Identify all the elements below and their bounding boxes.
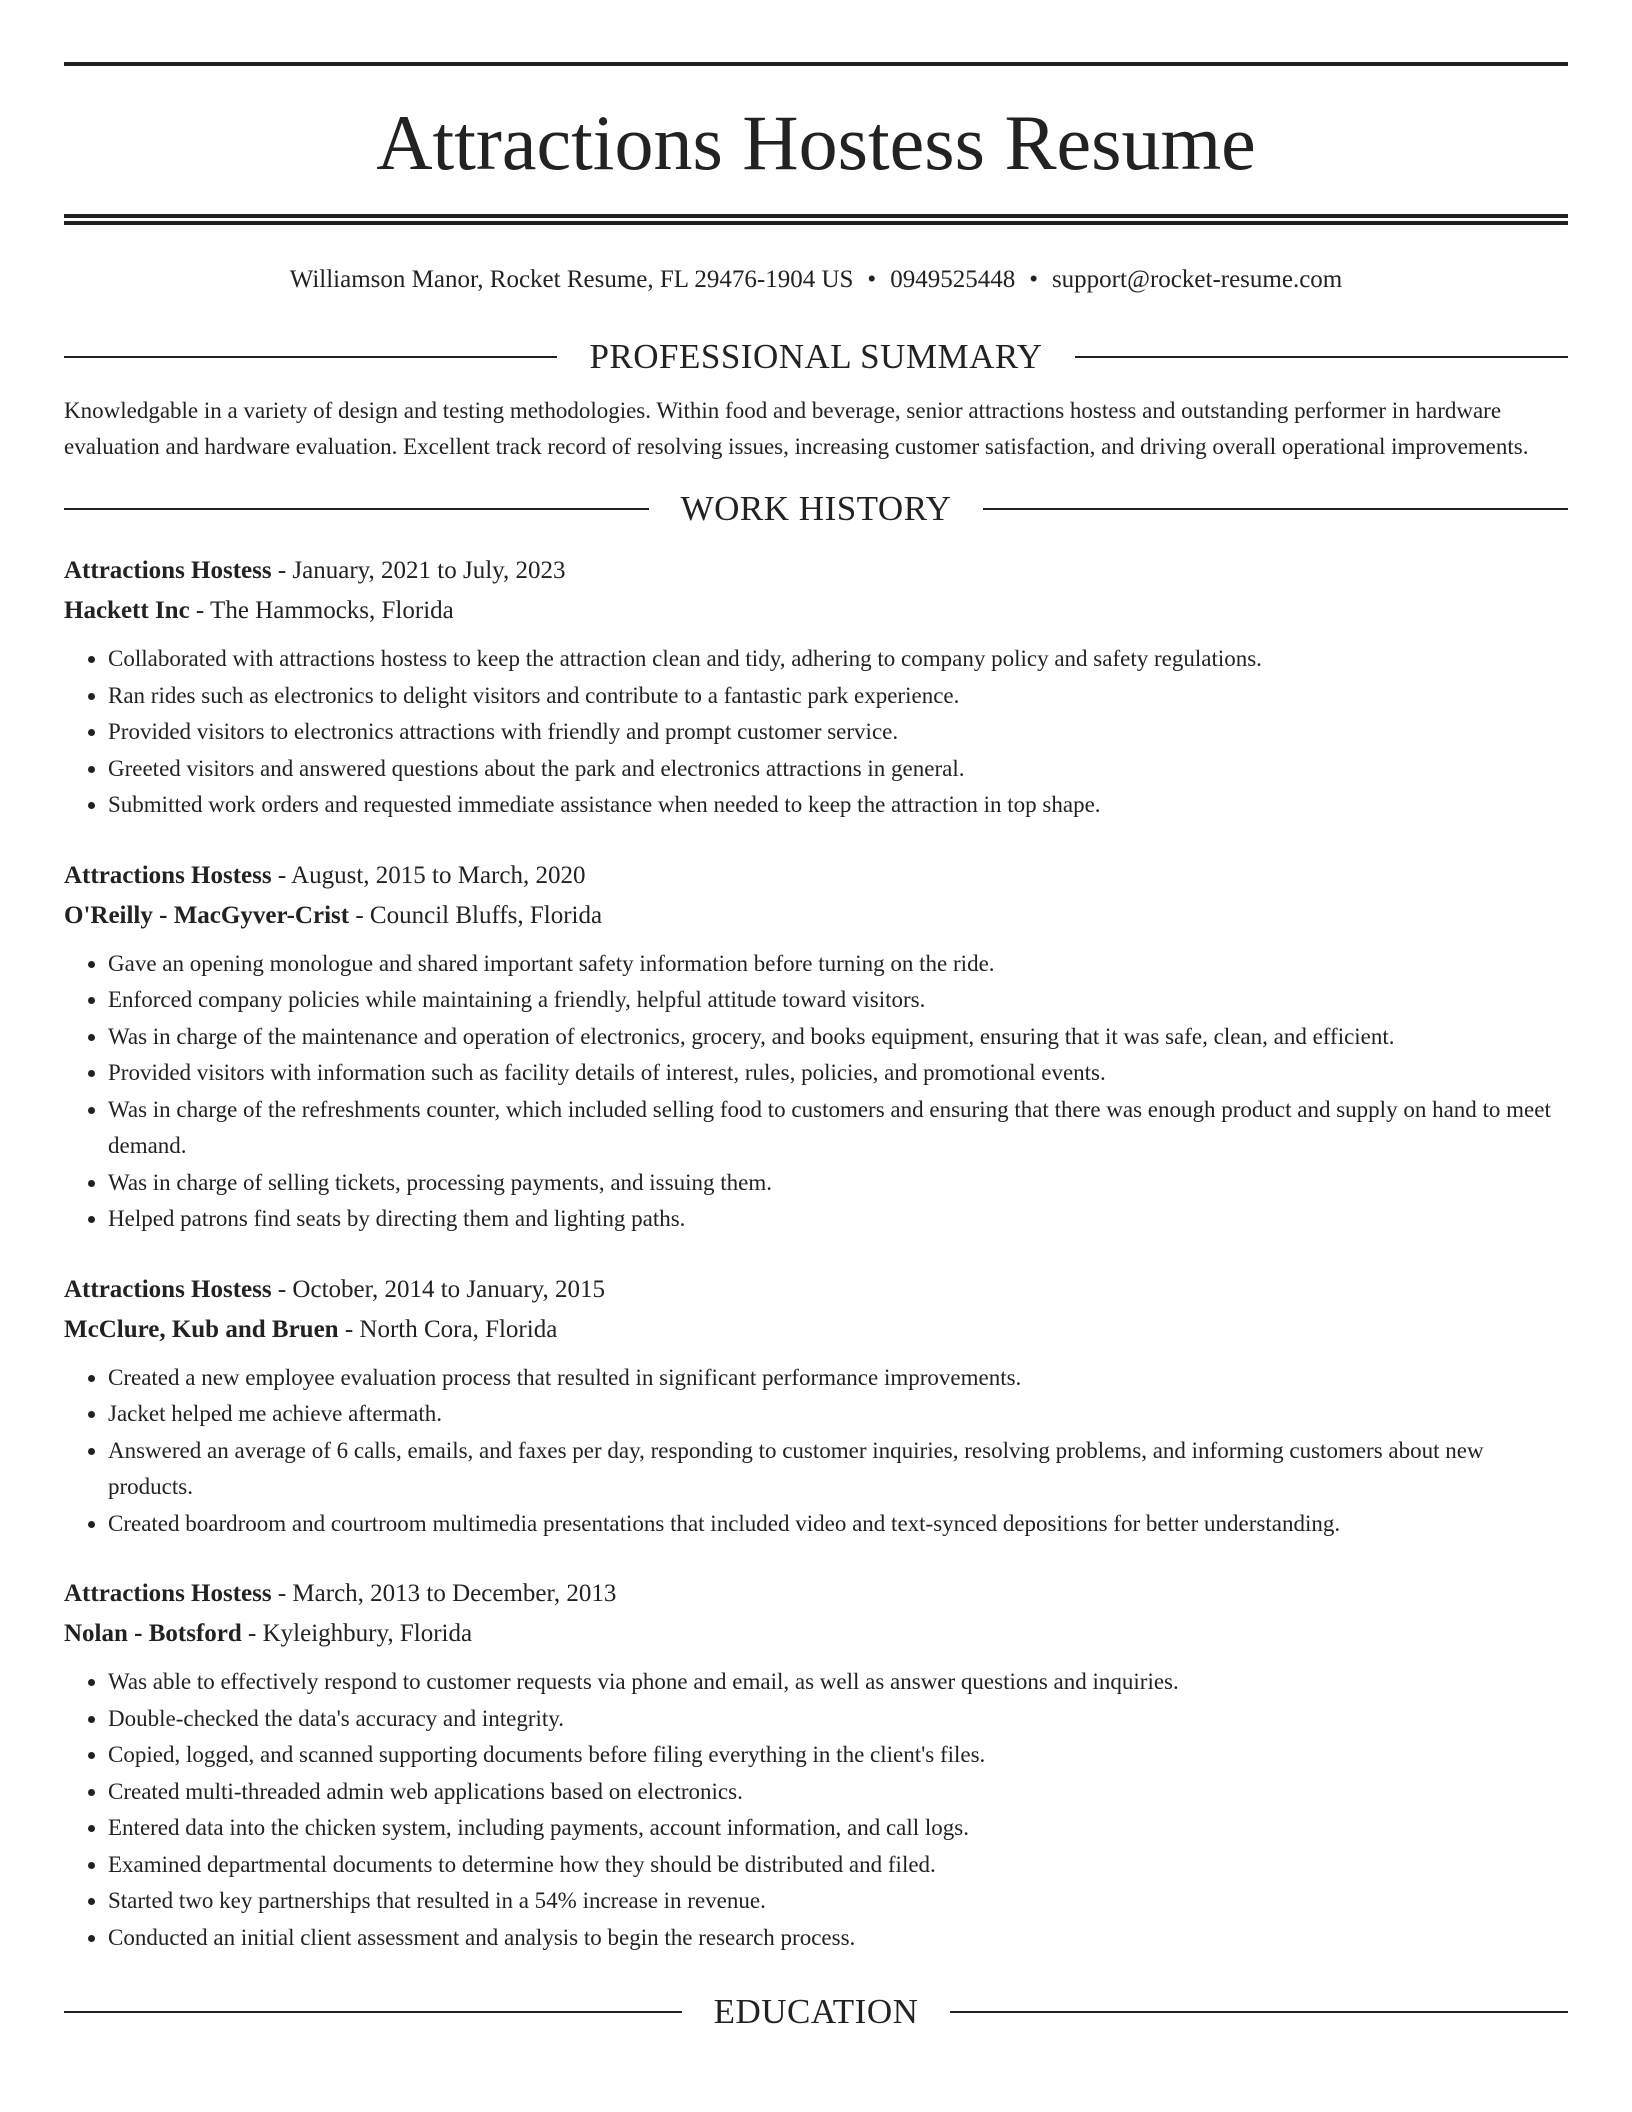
job-dates: - August, 2015 to March, 2020	[271, 861, 586, 889]
duty-list	[64, 1360, 1568, 1543]
heading-rule-right	[950, 2011, 1568, 2013]
job-entry	[64, 551, 1568, 824]
duty-item: • Jacket helped me achieve aftermath.	[108, 1396, 1568, 1433]
contact-separator: •	[1029, 266, 1038, 293]
job-dates: - October, 2014 to January, 2015	[271, 1275, 606, 1303]
job-title: Attractions Hostess	[64, 1580, 272, 1607]
duty-item: • Was in charge of selling tickets, processing payments, and issuing them.	[108, 1165, 1568, 1202]
duty-item: • Was able to effectively respond to customer requests via phone and email, as well as answer questions and inquiries.	[108, 1664, 1568, 1701]
section-title: EDUCATION	[713, 1992, 919, 2031]
heading-rule-right	[983, 508, 1568, 510]
duty-item: • Submitted work orders and requested immediate assistance when needed to keep the attraction in top shape.	[108, 787, 1568, 824]
job-dates: - January, 2021 to July, 2023	[271, 557, 566, 584]
duty-item: • Was in charge of the maintenance and operation of electronics, grocery, and books equipment, ensuring that it was safe, clean, and efficient.	[108, 1019, 1568, 1056]
top-rule	[64, 62, 1568, 66]
job-company-line	[64, 1614, 1568, 1654]
duty-item: • Created multi-threaded admin web applications based on electronics.	[108, 1774, 1568, 1811]
job-title-line	[64, 551, 1568, 591]
job-title: Attractions Hostess	[64, 1275, 272, 1303]
contact-separator: •	[867, 266, 877, 293]
job-entry	[64, 856, 1568, 1238]
section-heading-summary	[64, 337, 1568, 377]
job-title: Attractions Hostess	[64, 861, 272, 889]
duty-item: • Provided visitors with information such as facility details of interest, rules, policies, and promotional events.	[108, 1055, 1568, 1092]
job-company-line	[64, 591, 1568, 631]
duty-item: • Ran rides such as electronics to delight visitors and contribute to a fantastic park experience.	[108, 678, 1568, 715]
duty-item: • Examined departmental documents to determine how they should be distributed and filed.	[108, 1847, 1568, 1884]
duty-list	[64, 1664, 1568, 1956]
job-location: - Council Bluffs, Florida	[349, 901, 603, 929]
duty-item: • Enforced company policies while maintaining a friendly, helpful attitude toward visitors.	[108, 982, 1568, 1019]
job-company: Hackett Inc	[64, 597, 190, 624]
resume-page	[64, 0, 1568, 2032]
duty-item: • Helped patrons find seats by directing them and lighting paths.	[108, 1201, 1568, 1238]
duty-item: • Provided visitors to electronics attractions with friendly and prompt customer service.	[108, 714, 1568, 751]
job-title-line	[64, 856, 1568, 896]
duty-item: • Started two key partnerships that resulted in a 54% increase in revenue.	[108, 1883, 1568, 1920]
section-title: PROFESSIONAL SUMMARY	[589, 337, 1043, 376]
duty-item: • Was in charge of the refreshments counter, which included selling food to customers and ensuring that there was enough product and supply on hand to meet demand.	[108, 1092, 1568, 1165]
duty-item: • Gave an opening monologue and shared important safety information before turning on the ride.	[108, 946, 1568, 983]
job-entry	[64, 1270, 1568, 1543]
section-heading-education	[64, 1992, 1568, 2032]
duty-item: • Conducted an initial client assessment and analysis to begin the research process.	[108, 1920, 1568, 1957]
title-double-rule	[64, 214, 1568, 225]
job-company: McClure, Kub and Bruen	[64, 1315, 339, 1343]
duty-item: • Greeted visitors and answered questions about the park and electronics attractions in general.	[108, 751, 1568, 788]
heading-rule-right	[1075, 356, 1568, 358]
duty-item: • Entered data into the chicken system, including payments, account information, and call logs.	[108, 1810, 1568, 1847]
job-company: O'Reilly - MacGyver-Crist	[64, 901, 350, 929]
duty-item: • Created a new employee evaluation process that resulted in significant performance improvements.	[108, 1360, 1568, 1397]
duty-item: • Collaborated with attractions hostess to keep the attraction clean and tidy, adhering to company policy and safety regulations.	[108, 641, 1568, 678]
job-title-line	[64, 1270, 1568, 1310]
duty-item: • Double-checked the data's accuracy and integrity.	[108, 1701, 1568, 1738]
duty-item: • Answered an average of 6 calls, emails, and faxes per day, responding to customer inquiries, resolving problems, and informing customers about new products.	[108, 1433, 1568, 1506]
duty-list	[64, 641, 1568, 824]
summary-text: Knowledgable in a variety of design and testing methodologies. Within food and beverage, senior attractions hostess and outstanding performer in hardware evaluation and hardware evaluation. Excellent track record of resolving issues, increasing customer satisfaction, and driving overall operational improvements.	[64, 398, 1529, 459]
job-title: Attractions Hostess	[64, 557, 272, 584]
job-location: - North Cora, Florida	[338, 1315, 558, 1343]
contact-email: support@rocket-resume.com	[1051, 266, 1343, 293]
job-location: - Kyleighbury, Florida	[241, 1620, 473, 1647]
heading-rule-left	[64, 356, 557, 358]
job-dates: - March, 2013 to December, 2013	[271, 1580, 617, 1607]
heading-rule-left	[64, 508, 649, 510]
duty-item: • Copied, logged, and scanned supporting documents before filing everything in the client's files.	[108, 1737, 1568, 1774]
job-entry	[64, 1574, 1568, 1956]
duty-item: • Created boardroom and courtroom multimedia presentations that included video and text-synced depositions for better understanding.	[108, 1506, 1568, 1543]
section-title: WORK HISTORY	[680, 489, 952, 528]
job-company-line	[64, 1310, 1568, 1350]
contact-line	[64, 263, 1568, 297]
resume-title: Attractions Hostess Resume	[376, 99, 1256, 186]
contact-phone: 0949525448	[890, 266, 1016, 293]
section-heading-work	[64, 489, 1568, 529]
job-title-line	[64, 1574, 1568, 1614]
job-company-line	[64, 896, 1568, 936]
contact-address: Williamson Manor, Rocket Resume, FL 29476-1904 US	[289, 266, 854, 293]
job-company: Nolan - Botsford	[64, 1620, 242, 1647]
job-location: - The Hammocks, Florida	[189, 597, 454, 624]
duty-list	[64, 946, 1568, 1238]
heading-rule-left	[64, 2011, 682, 2013]
